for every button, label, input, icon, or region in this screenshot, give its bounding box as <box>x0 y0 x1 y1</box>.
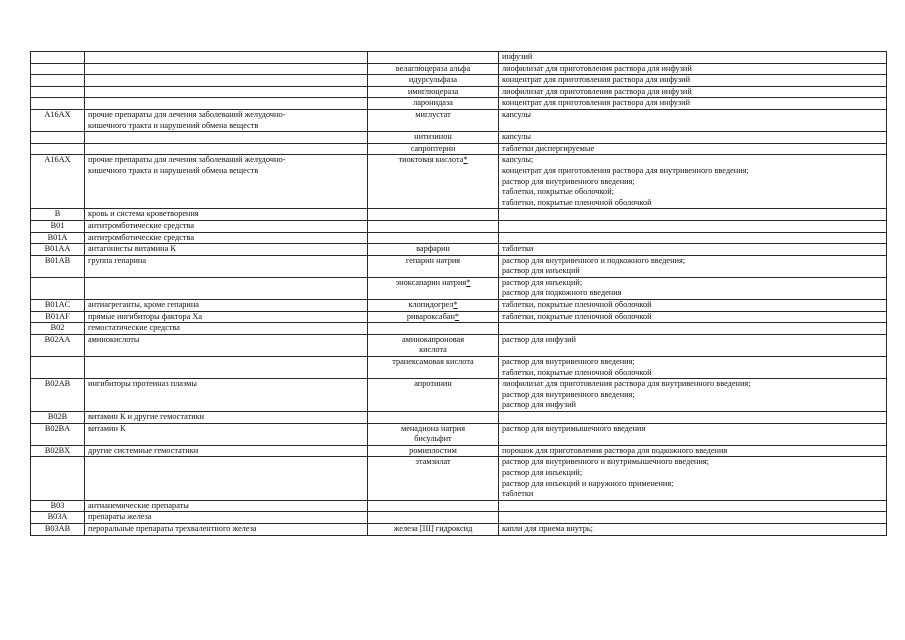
forms-line: таблетки, покрытые пленочной оболочкой <box>502 367 652 377</box>
dosage-forms-cell <box>499 512 887 524</box>
drug-name-cell <box>368 379 499 412</box>
atc-code: A16AX <box>44 109 71 119</box>
table-row <box>31 75 887 87</box>
atc-code: B02AB <box>44 379 71 389</box>
forms-line: капсулы; <box>502 155 534 165</box>
anatomical-group-cell <box>85 232 368 244</box>
drug-line: ривароксабан* <box>406 311 460 321</box>
drug-line: бисульфит <box>414 434 452 444</box>
table-row <box>31 334 887 356</box>
atc-code: B03AB <box>44 523 71 533</box>
drug-line: аминокапроновая <box>401 334 465 344</box>
drug-name-cell <box>368 220 499 232</box>
anatomical-group-cell <box>85 155 368 209</box>
dosage-forms-cell <box>499 423 887 445</box>
group-line: антианемические препараты <box>88 500 189 510</box>
anatomical-group-cell <box>85 523 368 535</box>
atc-code-cell <box>31 457 85 500</box>
drug-name-cell <box>368 334 499 356</box>
anatomical-group-cell <box>85 143 368 155</box>
drug-name-cell <box>368 512 499 524</box>
dosage-forms-cell <box>499 209 887 221</box>
anatomical-group-cell <box>85 52 368 64</box>
footnote-marker: * <box>466 277 471 287</box>
drug-name-cell <box>368 232 499 244</box>
group-line: группа гепарина <box>88 255 147 265</box>
drug-name-cell <box>368 277 499 299</box>
table-row <box>31 500 887 512</box>
table-row <box>31 277 887 299</box>
dosage-forms-cell <box>499 155 887 209</box>
drug-line: эноксапарин натрия* <box>395 277 471 287</box>
dosage-forms-cell <box>499 334 887 356</box>
atc-code: B01 <box>50 220 65 230</box>
group-line: антагонисты витамина К <box>88 244 176 254</box>
table-row <box>31 220 887 232</box>
drug-name-cell <box>368 423 499 445</box>
anatomical-group-cell <box>85 86 368 98</box>
atc-code-cell <box>31 379 85 412</box>
forms-line: таблетки <box>502 244 534 254</box>
anatomical-group-cell <box>85 255 368 277</box>
atc-code-cell <box>31 63 85 75</box>
group-line: прямые ингибиторы фактора Xa <box>88 311 203 321</box>
atc-code-cell <box>31 512 85 524</box>
drug-name-cell <box>368 209 499 221</box>
atc-code-cell <box>31 98 85 110</box>
dosage-forms-cell <box>499 379 887 412</box>
drug-name-cell <box>368 109 499 131</box>
forms-line: таблетки диспергируемые <box>502 143 595 153</box>
drug-line: нитизинон <box>414 132 452 142</box>
anatomical-group-cell <box>85 357 368 379</box>
dosage-forms-cell <box>499 232 887 244</box>
forms-line: раствор для внутривенного введения; <box>502 176 635 186</box>
drug-line: велаглюцераза альфа <box>395 63 471 73</box>
atc-code: A16AX <box>44 155 71 165</box>
drug-name-cell <box>368 323 499 335</box>
atc-code-cell <box>31 311 85 323</box>
atc-code-cell <box>31 86 85 98</box>
atc-code-cell <box>31 52 85 64</box>
forms-line: таблетки, покрытые пленочной оболочкой <box>502 197 652 207</box>
forms-line: раствор для внутримышечного введения <box>502 423 646 433</box>
drug-name-cell <box>368 75 499 87</box>
forms-line: раствор для внутривенного введения; <box>502 357 635 367</box>
drug-name-cell <box>368 300 499 312</box>
drug-line: транексамовая кислота <box>392 357 474 367</box>
group-line: пероральные препараты трехвалентного железа <box>88 523 257 533</box>
atc-code: B01AA <box>44 244 71 254</box>
dosage-forms-cell <box>499 220 887 232</box>
atc-code-cell <box>31 277 85 299</box>
atc-code-cell <box>31 155 85 209</box>
dosage-forms-cell <box>499 63 887 75</box>
group-line: кровь и система кроветворения <box>88 209 199 219</box>
atc-code-cell <box>31 209 85 221</box>
drug-name-cell <box>368 500 499 512</box>
atc-code: B03 <box>50 500 65 510</box>
atc-code-cell <box>31 423 85 445</box>
drug-name-cell <box>368 311 499 323</box>
drug-line: железа [III] гидроксид <box>393 523 473 533</box>
anatomical-group-cell <box>85 334 368 356</box>
footnote-marker: * <box>454 311 460 321</box>
dosage-forms-cell <box>499 500 887 512</box>
dosage-forms-cell <box>499 132 887 144</box>
atc-code: B01AB <box>44 255 71 265</box>
anatomical-group-cell <box>85 512 368 524</box>
drug-name-cell <box>368 523 499 535</box>
anatomical-group-cell <box>85 277 368 299</box>
drug-line: ларонидаза <box>413 98 453 108</box>
table-row <box>31 357 887 379</box>
group-line: аминокислоты <box>88 334 140 344</box>
table-row <box>31 523 887 535</box>
group-line: прочие препараты для лечения заболеваний желудочно- <box>88 109 286 119</box>
anatomical-group-cell <box>85 500 368 512</box>
drug-line: идурсульфаза <box>408 75 458 85</box>
footnote-marker: * <box>453 300 458 310</box>
group-line: антитромботические средства <box>88 232 195 242</box>
group-line: антитромботические средства <box>88 220 195 230</box>
table-row <box>31 412 887 424</box>
drug-name-cell <box>368 86 499 98</box>
dosage-forms-cell <box>499 244 887 256</box>
dosage-forms-cell <box>499 98 887 110</box>
table-row <box>31 457 887 500</box>
atc-code-cell <box>31 334 85 356</box>
table-row <box>31 311 887 323</box>
drug-line: сапроптерин <box>410 143 456 153</box>
group-line: витамин К и другие гемостатики <box>88 412 205 421</box>
table-row <box>31 52 887 64</box>
table-row <box>31 109 887 131</box>
atc-code: B03A <box>47 512 68 522</box>
forms-line: раствор для подкожного введения <box>502 288 622 298</box>
atc-code: B01AC <box>44 300 71 310</box>
atc-code-cell <box>31 232 85 244</box>
forms-line: таблетки, покрытые пленочной оболочкой <box>502 300 652 310</box>
atc-code-cell <box>31 244 85 256</box>
drug-line: ромиплостим <box>409 445 457 455</box>
forms-line: лиофилизат для приготовления раствора для внутривенного введения; <box>502 379 751 389</box>
atc-code-cell <box>31 220 85 232</box>
anatomical-group-cell <box>85 220 368 232</box>
atc-code-cell <box>31 412 85 424</box>
anatomical-group-cell <box>85 132 368 144</box>
forms-line: таблетки, покрытые пленочной оболочкой <box>502 311 652 321</box>
group-line: кишечного тракта и нарушений обмена веществ <box>88 165 259 175</box>
dosage-forms-cell <box>499 255 887 277</box>
anatomical-group-cell <box>85 412 368 424</box>
forms-line: раствор для внутривенного и внутримышечного введения; <box>502 457 709 467</box>
table-row <box>31 232 887 244</box>
atc-code: B <box>54 209 61 219</box>
anatomical-group-cell <box>85 457 368 500</box>
forms-line: раствор для инфузий <box>502 400 576 410</box>
dosage-forms-cell <box>499 300 887 312</box>
drug-name-cell <box>368 255 499 277</box>
atc-code-cell <box>31 75 85 87</box>
atc-code: B02BA <box>44 423 71 433</box>
forms-line: таблетки, покрытые оболочкой; <box>502 187 614 197</box>
anatomical-group-cell <box>85 98 368 110</box>
forms-line: раствор для инъекций <box>502 266 580 276</box>
atc-code-cell <box>31 500 85 512</box>
forms-line: раствор для внутривенного введения; <box>502 389 635 399</box>
dosage-forms-cell <box>499 52 887 64</box>
forms-line: раствор для инфузий <box>502 334 576 344</box>
atc-code: B02 <box>50 323 65 333</box>
anatomical-group-cell <box>85 75 368 87</box>
atc-code: B02AA <box>44 334 71 344</box>
table-row <box>31 300 887 312</box>
table-row <box>31 63 887 75</box>
table-row <box>31 445 887 457</box>
anatomical-group-cell <box>85 423 368 445</box>
drug-name-cell <box>368 52 499 64</box>
anatomical-group-cell <box>85 379 368 412</box>
table-row <box>31 244 887 256</box>
table-row <box>31 512 887 524</box>
dosage-forms-cell <box>499 445 887 457</box>
table-row <box>31 86 887 98</box>
atc-code: B02B <box>47 412 68 421</box>
table-row <box>31 379 887 412</box>
table-row <box>31 209 887 221</box>
anatomical-group-cell <box>85 300 368 312</box>
drug-name-cell <box>368 98 499 110</box>
forms-line: концентрат для приготовления раствора для внутривенного введения; <box>502 165 749 175</box>
dosage-forms-cell <box>499 143 887 155</box>
anatomical-group-cell <box>85 311 368 323</box>
atc-code: B01AF <box>45 311 70 321</box>
forms-line: порошок для приготовления раствора для подкожного введения <box>502 445 728 455</box>
atc-code-cell <box>31 445 85 457</box>
forms-line: капсулы <box>502 109 531 119</box>
atc-code-cell <box>31 357 85 379</box>
forms-line: концентрат для приготовления раствора для инфузий <box>502 98 691 108</box>
dosage-forms-cell <box>499 457 887 500</box>
anatomical-group-cell <box>85 445 368 457</box>
anatomical-group-cell <box>85 63 368 75</box>
drug-line: гепарин натрия <box>405 255 461 265</box>
table-row <box>31 143 887 155</box>
forms-line: раствор для инъекций; <box>502 467 583 477</box>
forms-line: инфузий <box>502 52 533 61</box>
anatomical-group-cell <box>85 209 368 221</box>
forms-line: лиофилизат для приготовления раствора для инфузий <box>502 63 692 73</box>
atc-code-cell <box>31 255 85 277</box>
dosage-forms-cell <box>499 109 887 131</box>
drug-name-cell <box>368 412 499 424</box>
group-line: гемостатические средства <box>88 323 180 333</box>
drug-name-cell <box>368 445 499 457</box>
dosage-forms-cell <box>499 311 887 323</box>
forms-line: концентрат для приготовления раствора для инфузий <box>502 75 691 85</box>
drug-list-table <box>30 51 887 536</box>
atc-code: B01A <box>47 232 68 242</box>
group-line: препараты железа <box>88 512 152 522</box>
group-line: антиагреганты, кроме гепарина <box>88 300 199 310</box>
drug-name-cell <box>368 143 499 155</box>
table-body <box>31 52 887 536</box>
forms-line: капсулы <box>502 132 531 142</box>
atc-code-cell <box>31 523 85 535</box>
forms-line: раствор для инъекций; <box>502 277 583 287</box>
dosage-forms-cell <box>499 523 887 535</box>
dosage-forms-cell <box>499 412 887 424</box>
anatomical-group-cell <box>85 244 368 256</box>
forms-line: раствор для внутривенного и подкожного введения; <box>502 255 686 265</box>
forms-line: лиофилизат для приготовления раствора для инфузий <box>502 86 692 96</box>
dosage-forms-cell <box>499 323 887 335</box>
atc-code-cell <box>31 143 85 155</box>
table-row <box>31 323 887 335</box>
drug-name-cell <box>368 63 499 75</box>
drug-name-cell <box>368 155 499 209</box>
drug-line: миглустат <box>415 109 451 119</box>
group-line: кишечного тракта и нарушений обмена веществ <box>88 120 259 130</box>
drug-line: кислота <box>419 345 447 355</box>
group-line: ингибиторы протеиназ плазмы <box>88 379 197 389</box>
table-row <box>31 98 887 110</box>
drug-line: тиоктовая кислота* <box>398 155 468 165</box>
forms-line: раствор для инъекций и наружного применения; <box>502 478 674 488</box>
anatomical-group-cell <box>85 109 368 131</box>
drug-name-cell <box>368 132 499 144</box>
table-row <box>31 132 887 144</box>
group-line: другие системные гемостатики <box>88 445 199 455</box>
drug-name-cell <box>368 357 499 379</box>
atc-code-cell <box>31 323 85 335</box>
dosage-forms-cell <box>499 86 887 98</box>
atc-code-cell <box>31 109 85 131</box>
drug-name-cell <box>368 457 499 500</box>
drug-name-cell <box>368 244 499 256</box>
table-row <box>31 423 887 445</box>
atc-code: B02BX <box>44 445 71 455</box>
anatomical-group-cell <box>85 323 368 335</box>
drug-line: варфарин <box>416 244 450 254</box>
atc-code-cell <box>31 132 85 144</box>
forms-line: капли для приема внутрь; <box>502 523 593 533</box>
drug-line: клопидогрел* <box>408 300 458 310</box>
drug-line: этамзилат <box>415 457 451 467</box>
atc-code-cell <box>31 300 85 312</box>
dosage-forms-cell <box>499 277 887 299</box>
table-row <box>31 155 887 209</box>
group-line: витамин К <box>88 423 126 433</box>
drug-line: имиглюцераза <box>407 86 459 96</box>
dosage-forms-cell <box>499 357 887 379</box>
drug-line: менадиона натрия <box>400 423 466 433</box>
dosage-forms-cell <box>499 75 887 87</box>
drug-line: апротинин <box>414 379 452 389</box>
forms-line: таблетки <box>502 489 534 499</box>
group-line: прочие препараты для лечения заболеваний желудочно- <box>88 155 286 165</box>
table-row <box>31 255 887 277</box>
footnote-marker: * <box>463 155 468 165</box>
